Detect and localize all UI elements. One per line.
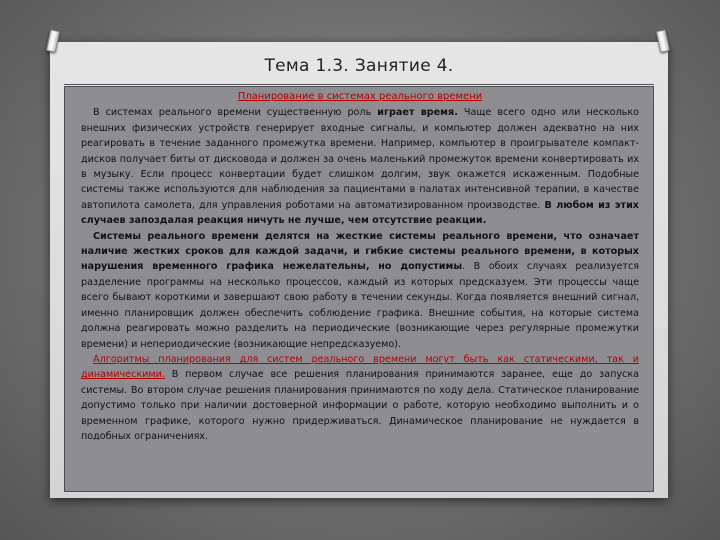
slide-title: Тема 1.3. Занятие 4. xyxy=(264,56,454,76)
text-panel xyxy=(64,86,654,492)
paragraph-2 xyxy=(81,229,639,352)
paragraph-2-body: . В обоих случаях реализуется разделение программы на несколько процессов, каждый из которых предсказуем. Эти процессы чаще всего бывают короткими и завершают свою работу в течении секунды. Когда появляется внешний сигнал, именно планировщик должен обеспечить соблюдение графика. Внешние события, на которые система должна реагировать можно разделить на периодические (возникающие через регулярные промежутки времени) и непериодические (возникающие непредсказуемо). xyxy=(81,261,639,350)
paragraph-2-emphasis: Системы реального времени делятся на жесткие системы реального времени, что означает наличие жестких сроков для каждой задачи, и гибкие системы реального времени, в которых нарушения временного графика нежелательны, но допустимы xyxy=(81,230,639,273)
slide-subtitle[interactable]: Планирование в системах реального времени xyxy=(237,91,483,102)
paragraph-1-body: Чаще всего одно или несколько внешних физических устройств генерирует входные сигналы, и компьютер должен адекватно на них реагировать в течение заданного промежутка времени. Например, компьютер в проигрывателе компакт-дисков получает биты от дисковода и должен за очень маленький промежуток времени конвертировать их в музыку. Если процесс конвертации будет слишком долгим, звук окажется искаженным. Подобные системы также используются для наблюдения за пациентами в палатах интенсивной терапии, в качестве автопилота самолета, для управления роботами на автоматизированном производстве. xyxy=(81,107,639,211)
paragraph-1-text: В системах реального времени существенную роль xyxy=(93,107,378,119)
paragraph-1-conclusion: В любом из этих случаев запоздалая реакция ничуть не лучше, чем отсутствие реакции. xyxy=(81,199,639,227)
paragraph-1 xyxy=(81,105,639,228)
paragraph-3 xyxy=(81,352,639,444)
paragraph-1-emphasis: играет время. xyxy=(377,107,458,119)
paragraph-3-body: В первом случае все решения планирования принимаются заранее, еще до запуска системы. Во втором случае решения планирования принимаются по ходу дела. Статическое планирование допустимо только при наличии достоверной информации о работе, которую необходимо выполнить и о временном графике, которого нужно придерживаться. Динамическое планирование не нуждается в подобных ограничениях. xyxy=(81,369,639,442)
title-divider xyxy=(64,84,654,85)
paragraph-3-link[interactable]: Алгоритмы планирования для систем реального времени могут быть как статическими, так и динамическими. xyxy=(81,353,639,381)
